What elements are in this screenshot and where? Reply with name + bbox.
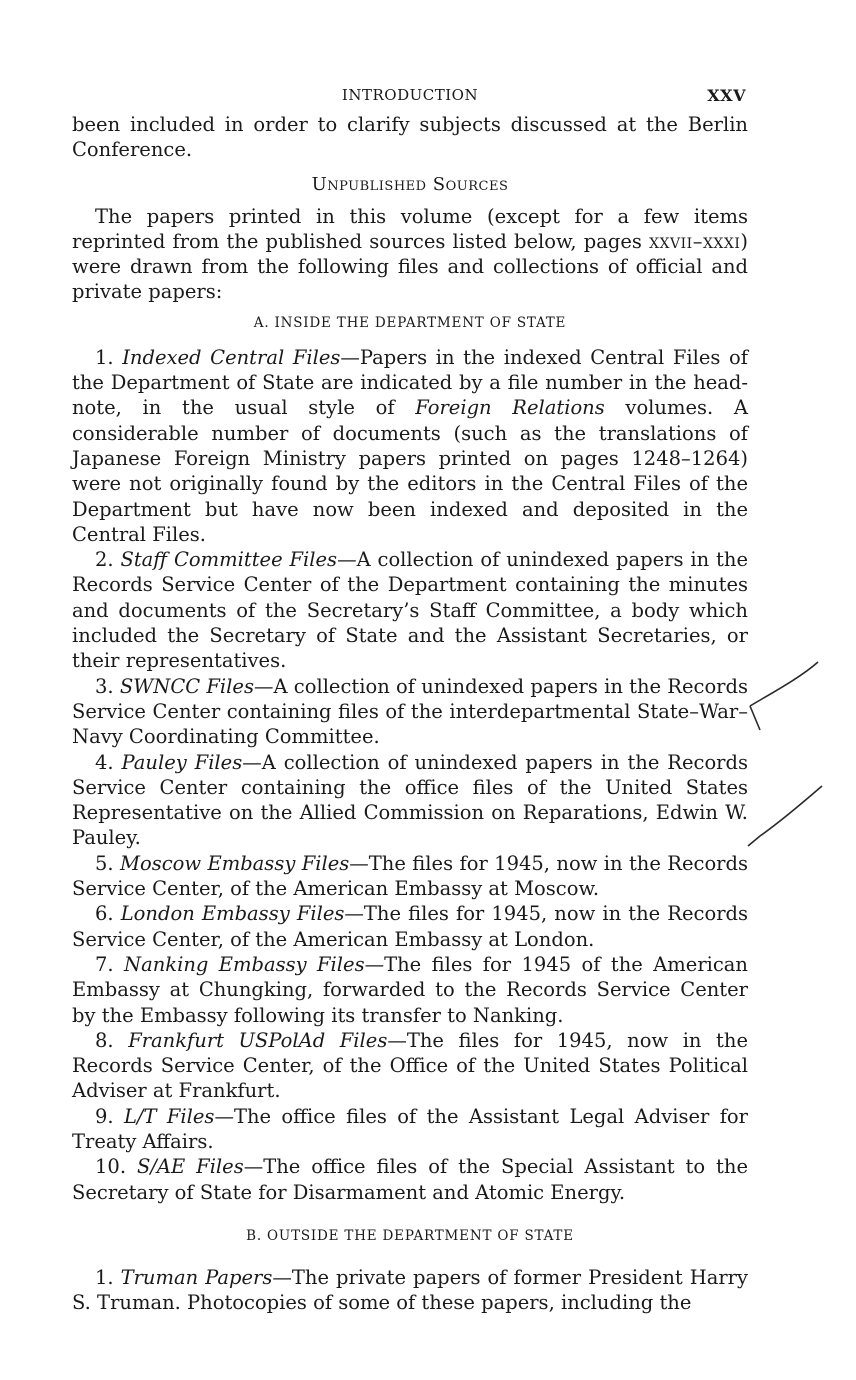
unpublished-sources-heading: Unpublished Sources (311, 173, 509, 195)
list-item: 3. SWNCC Files—A collection of unindexed papers in the Records Service Center containing files of the interdepartmental State–War–Navy Coordinating Committee. (72, 674, 748, 749)
file-title: London Embassy Files (120, 902, 345, 926)
unpublished-sources-paragraph (72, 204, 748, 305)
list-item: 8. Frankfurt USPolAd Files—The files for 1945, now in the Records Service Center, of the Office of the United States Political Adviser at Frankfurt. (72, 1028, 748, 1103)
file-title: Pauley Files (121, 750, 243, 774)
file-title: Staff Committee Files (120, 548, 338, 572)
section-a-list (72, 345, 748, 1205)
file-title: Nanking Embassy Files (124, 952, 365, 976)
file-title: Moscow Embassy Files (120, 851, 350, 875)
running-head-title: INTRODUCTION (341, 86, 479, 104)
section-b-heading: B. OUTSIDE THE DEPARTMENT OF STATE (246, 1227, 574, 1244)
page-number: XXV (707, 86, 746, 105)
pencil-check-mark (750, 662, 818, 730)
list-item: 4. Pauley Files—A collection of unindexed papers in the Records Service Center containing the office files of the United States Representative on the Allied Commission on Reparations, Edwin W. Pauley. (72, 750, 748, 850)
file-title: Truman Papers (120, 1265, 273, 1289)
publication-title: Foreign Relations (415, 396, 605, 420)
pages-reference: xxvii–xxxi (649, 229, 741, 253)
list-item: 1. Indexed Central Files—Papers in the indexed Central Files of the Department of State are indicated by a file number in the head-note, in the usual style of Foreign Relations volumes. A considerable number of documents (such as the translations of Japanese Foreign Ministry papers printed on pages 1248–1264) were not originally found by the editors in the Central Files of the Department but have now been indexed and deposited in the Central Files. (72, 345, 748, 546)
list-item: 10. S/AE Files—The office files of the Special Assistant to the Secretary of State for Disarmament and Atomic Energy. (72, 1155, 748, 1204)
list-item: 7. Nanking Embassy Files—The files for 1945 of the American Embassy at Chungking, forwarded to the Records Service Center by the Embassy following its transfer to Nanking. (72, 952, 748, 1027)
para-text-before: The papers printed in this volume (except for a few items reprinted from the published sources listed below, pages (72, 204, 748, 253)
list-item: 1. Truman Papers—The private papers of former President Harry S. Truman. Photocopies of some of these papers, including the (72, 1265, 748, 1315)
list-item: 6. London Embassy Files—The files for 1945, now in the Records Service Center, of the American Embassy at London. (72, 902, 748, 951)
intro-continuation: been included in order to clarify subjects discussed at the Berlin Conference. (72, 113, 748, 162)
running-head (72, 86, 748, 112)
section-b-list (72, 1265, 748, 1316)
list-item: 2. Staff Committee Files—A collection of unindexed papers in the Records Service Center of the Department containing the minutes and documents of the Secretary’s Staff Committee, a body which included the Secretary of State and the Assistant Secretaries, or their representatives. (72, 548, 748, 673)
file-title: SWNCC Files (119, 674, 254, 698)
file-title: S/AE Files (136, 1155, 244, 1179)
file-title: Frankfurt USPolAd Files (128, 1028, 388, 1052)
section-a-heading: A. INSIDE THE DEPARTMENT OF STATE (253, 314, 567, 331)
pencil-check-mark (748, 786, 822, 846)
list-item: 5. Moscow Embassy Files—The files for 1945, now in the Records Service Center, of the American Embassy at Moscow. (72, 851, 748, 901)
list-item: 9. L/T Files—The office files of the Assistant Legal Adviser for Treaty Affairs. (72, 1104, 748, 1153)
para-text-after: ) were drawn from the following files and collections of official and private papers: (72, 229, 748, 304)
file-title: Indexed Central Files (122, 345, 341, 369)
file-title: L/T Files (123, 1104, 215, 1128)
document-page (72, 86, 748, 1315)
